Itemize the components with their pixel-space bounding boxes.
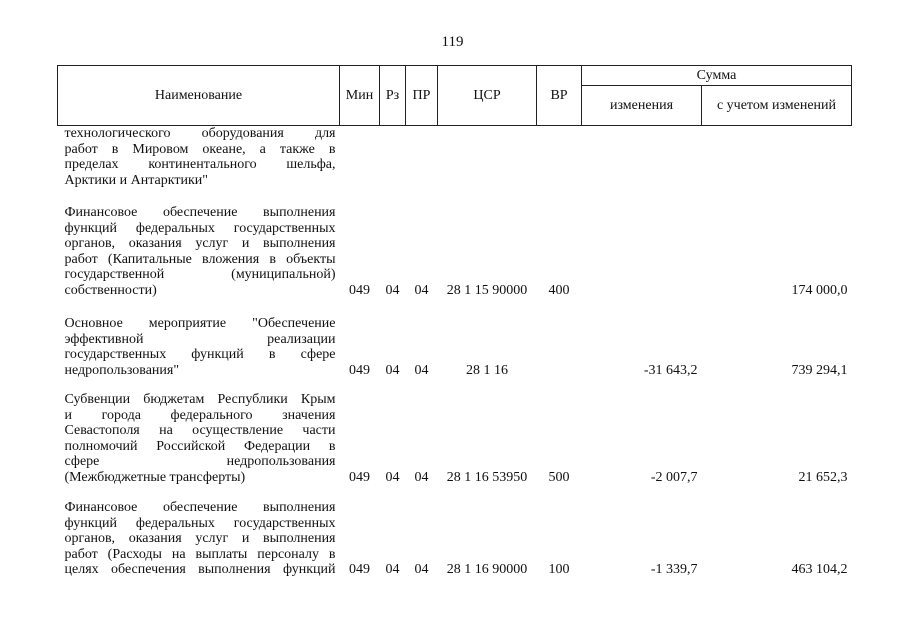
header-vr: ВР: [537, 66, 582, 126]
row-rz: 04: [385, 282, 400, 298]
row-name-line: функций федеральных государственных: [64, 220, 336, 236]
row-vr: 500: [548, 469, 570, 485]
row-name-line: Арктики и Антарктики": [64, 172, 208, 188]
row-name-line: государственных функций в сфере: [64, 347, 336, 362]
table-row: [58, 392, 852, 485]
row-name-line: пределах континентального шельфа,: [64, 157, 336, 172]
row-name-line: (Межбюджетные трансферты): [64, 469, 246, 485]
row-name-line: и города федерального значения: [64, 407, 336, 423]
header-pr: ПР: [406, 66, 438, 126]
row-name-line: органов, оказания услуг и выполнения: [64, 531, 336, 546]
row-name-line: Севастополя на осуществление части: [64, 423, 336, 438]
row-name-line: Финансовое обеспечение выполнения: [64, 205, 336, 220]
row-total: 463 104,2: [791, 562, 848, 577]
table-row: [58, 500, 852, 578]
row-change: -2 007,7: [650, 469, 698, 485]
row-pr: 04: [414, 282, 429, 298]
row-name: [58, 392, 340, 485]
row-spacer-cell: [58, 298, 852, 316]
table-row: [58, 126, 852, 189]
row-min: 049: [349, 362, 370, 378]
row-change: [582, 126, 702, 189]
row-change: -1 339,7: [650, 562, 698, 577]
header-name: Наименование: [58, 66, 340, 126]
row-name: [58, 500, 340, 578]
row-name-line: органов, оказания услуг и выполнения: [64, 236, 336, 251]
row-name-line: недропользования": [64, 362, 180, 378]
header-min: Мин: [340, 66, 380, 126]
row-spacer: [58, 298, 852, 316]
row-rz: 04: [385, 562, 400, 577]
row-pr: [406, 126, 438, 189]
row-name: [58, 316, 340, 378]
row-name-line: Основное мероприятие "Обеспечение: [64, 316, 336, 331]
page-number: 119: [441, 34, 464, 50]
header-change: изменения: [582, 86, 702, 126]
row-name-line: эффективной реализации: [64, 331, 336, 347]
row-rz: [380, 126, 406, 189]
row-rz: 04: [385, 362, 400, 378]
row-name-line: работ (Капитальные вложения в объекты: [64, 251, 336, 267]
row-spacer-cell: [58, 188, 852, 205]
row-csr: 28 1 16 53950: [446, 469, 528, 485]
row-total: 21 652,3: [798, 469, 848, 485]
row-name: [58, 126, 340, 189]
row-min: 049: [349, 282, 370, 298]
row-change: -31 643,2: [643, 362, 698, 378]
row-pr: 04: [414, 562, 429, 577]
row-vr: [537, 316, 582, 378]
header-rz: Рз: [380, 66, 406, 126]
row-total: [702, 126, 852, 189]
header-csr: ЦСР: [438, 66, 537, 126]
row-name-line: целях обеспечения выполнения функций: [64, 562, 336, 577]
row-min: [340, 126, 380, 189]
row-total: 174 000,0: [791, 282, 848, 298]
row-name-line: функций федеральных государственных: [64, 515, 336, 531]
row-name-line: Финансовое обеспечение выполнения: [64, 500, 336, 515]
row-vr: [537, 126, 582, 189]
row-spacer: [58, 485, 852, 500]
header-sum: Сумма: [582, 66, 852, 86]
row-name-line: государственной (муниципальной): [64, 267, 336, 282]
header-with-change: с учетом изменений: [702, 86, 852, 126]
row-csr: [438, 126, 537, 189]
row-pr: 04: [414, 362, 429, 378]
row-vr: 400: [548, 282, 570, 298]
row-pr: 04: [414, 469, 429, 485]
row-min: 049: [349, 562, 370, 577]
row-csr: 28 1 15 90000: [446, 282, 528, 298]
table-row: [58, 205, 852, 298]
row-csr: 28 1 16: [466, 362, 508, 378]
row-csr: 28 1 16 90000: [446, 562, 528, 577]
table-header: [58, 66, 852, 126]
row-name-line: работ в Мировом океане, а также в: [64, 141, 336, 157]
budget-table: [57, 65, 852, 578]
row-total: 739 294,1: [791, 362, 848, 378]
row-rz: 04: [385, 469, 400, 485]
row-name-line: полномочий Российской Федерации в: [64, 438, 336, 454]
row-name-line: технологического оборудования для: [64, 126, 336, 141]
row-name: [58, 205, 340, 298]
row-vr: 100: [548, 562, 570, 577]
row-spacer: [58, 378, 852, 392]
row-name-line: работ (Расходы на выплаты персоналу в: [64, 546, 336, 562]
row-name-line: Субвенции бюджетам Республики Крым: [64, 392, 336, 407]
row-spacer-cell: [58, 378, 852, 392]
row-name-line: собственности): [64, 282, 157, 298]
row-spacer-cell: [58, 485, 852, 500]
row-name-line: сфере недропользования: [64, 454, 336, 469]
table-body: [58, 126, 852, 578]
row-spacer: [58, 188, 852, 205]
row-min: 049: [349, 469, 370, 485]
table-row: [58, 316, 852, 378]
row-change: [582, 205, 702, 298]
